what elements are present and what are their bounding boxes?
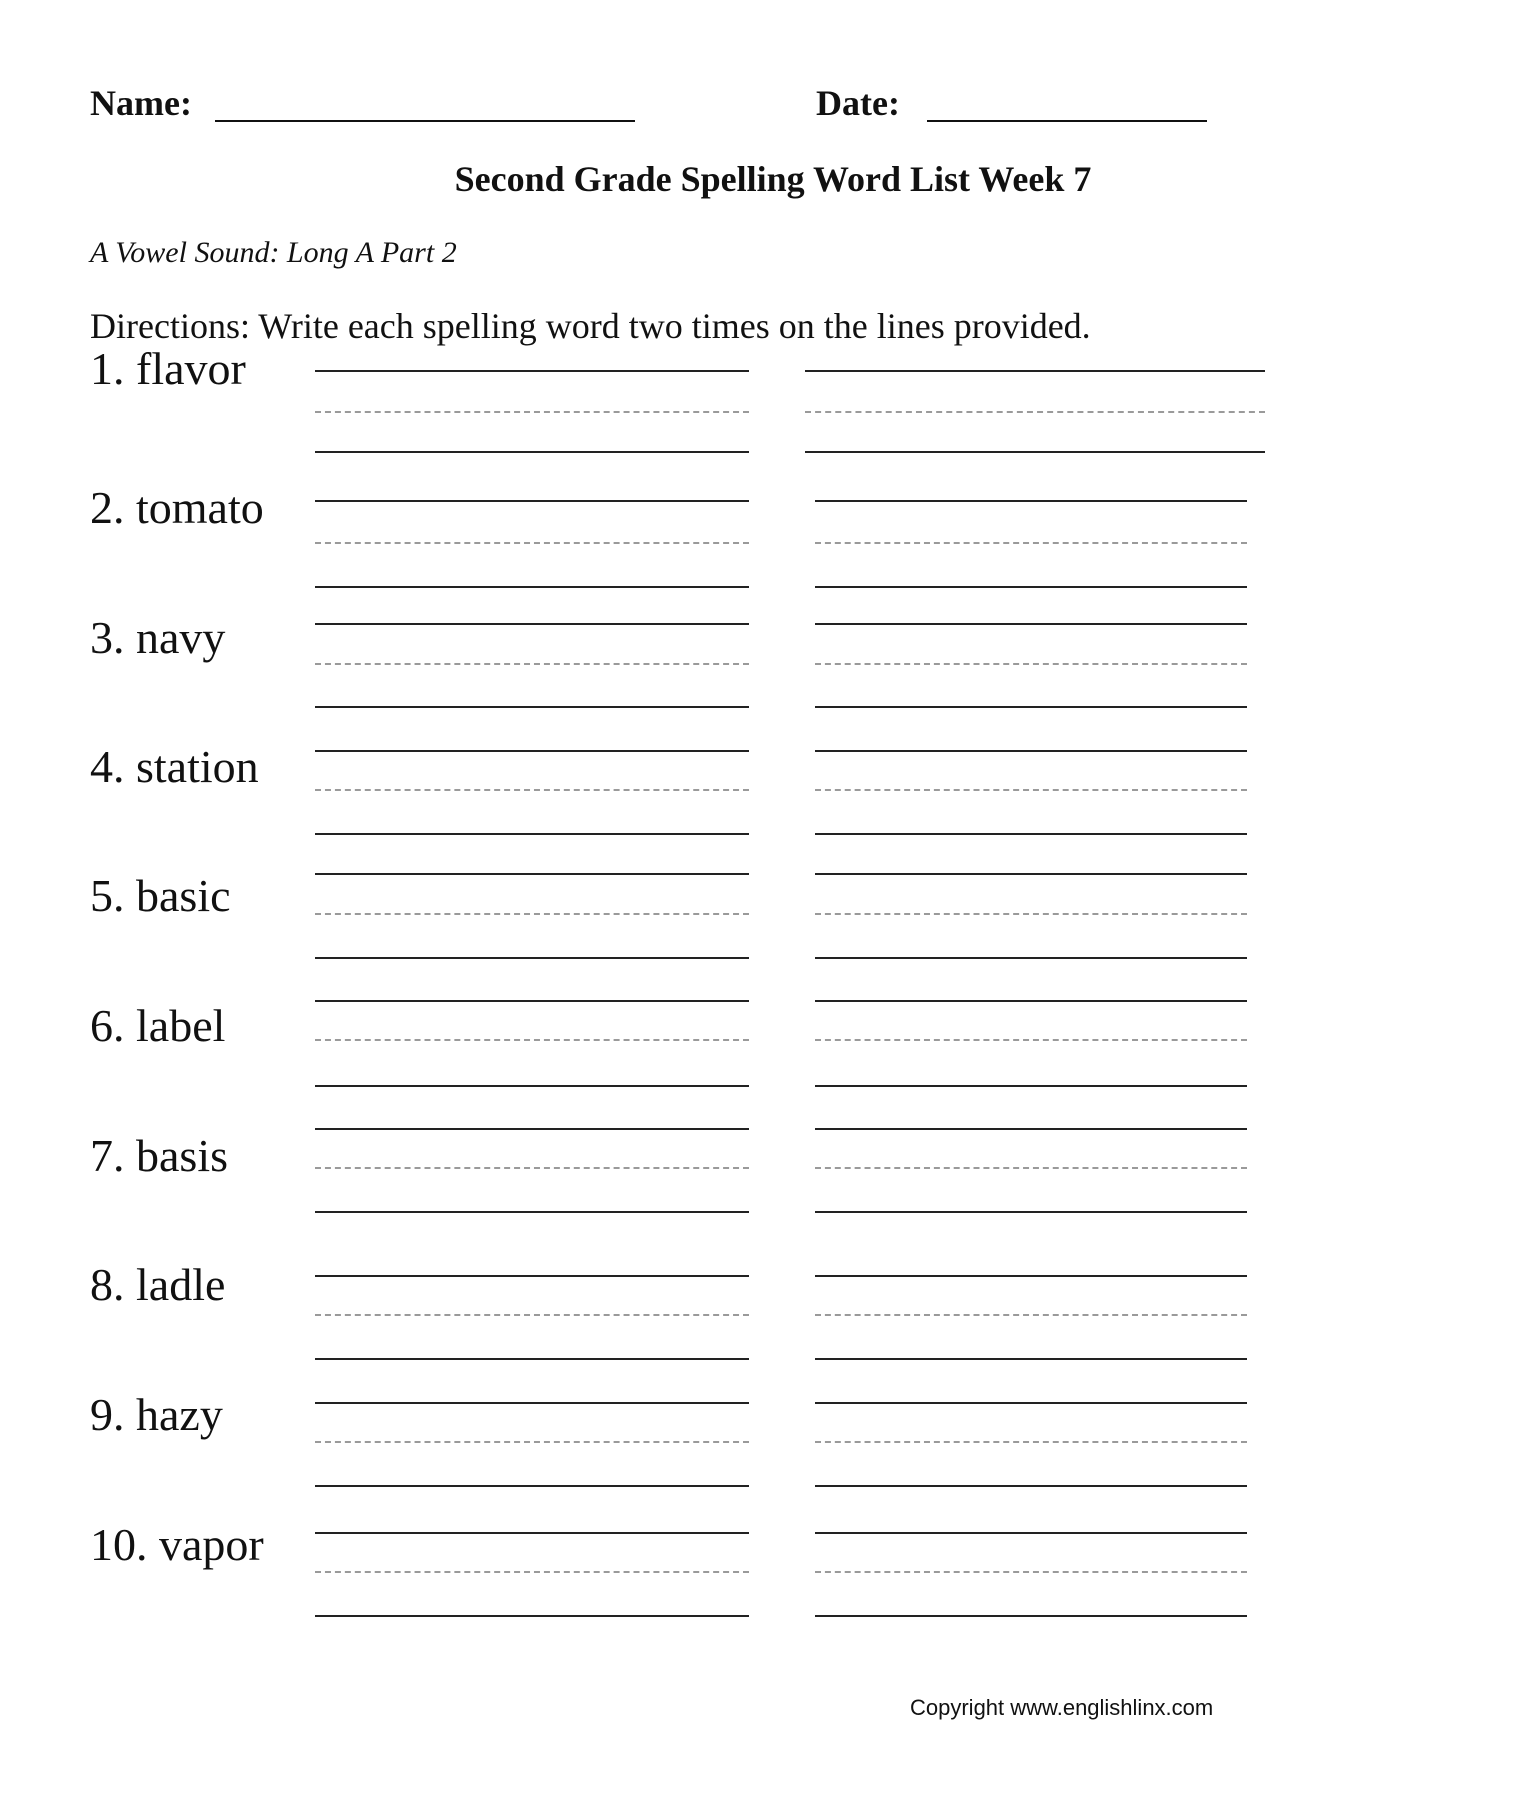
writing-line-midline[interactable] (315, 1039, 749, 1041)
writing-line-top[interactable] (815, 1128, 1247, 1130)
writing-line-midline[interactable] (315, 913, 749, 915)
writing-line-top[interactable] (805, 370, 1265, 372)
writing-line-baseline[interactable] (315, 1211, 749, 1213)
writing-line-baseline[interactable] (315, 586, 749, 588)
writing-line-baseline[interactable] (315, 1485, 749, 1487)
writing-line-top[interactable] (315, 1402, 749, 1404)
writing-line-top[interactable] (315, 1275, 749, 1277)
writing-line-baseline[interactable] (815, 957, 1247, 959)
writing-line-baseline[interactable] (315, 833, 749, 835)
writing-line-baseline[interactable] (315, 706, 749, 708)
spelling-word: 7. basis (90, 1130, 228, 1181)
writing-line-midline[interactable] (315, 1314, 749, 1316)
writing-line-top[interactable] (815, 1000, 1247, 1002)
spelling-word: 9. hazy (90, 1389, 223, 1440)
writing-line-baseline[interactable] (315, 1358, 749, 1360)
writing-line-top[interactable] (815, 750, 1247, 752)
spelling-word: 6. label (90, 1000, 226, 1051)
date-field[interactable] (927, 120, 1207, 122)
writing-line-top[interactable] (815, 500, 1247, 502)
worksheet-subtitle: A Vowel Sound: Long A Part 2 (90, 236, 457, 269)
writing-line-baseline[interactable] (805, 451, 1265, 453)
writing-line-midline[interactable] (815, 1314, 1247, 1316)
writing-line-midline[interactable] (315, 411, 749, 413)
name-label: Name: (90, 83, 192, 123)
date-label: Date: (816, 83, 900, 123)
writing-line-midline[interactable] (315, 1441, 749, 1443)
spelling-word: 1. flavor (90, 343, 246, 394)
writing-line-midline[interactable] (815, 913, 1247, 915)
copyright-footer: Copyright www.englishlinx.com (910, 1695, 1214, 1720)
writing-line-midline[interactable] (815, 789, 1247, 791)
writing-line-baseline[interactable] (815, 833, 1247, 835)
writing-line-baseline[interactable] (815, 1358, 1247, 1360)
writing-line-midline[interactable] (315, 789, 749, 791)
writing-line-top[interactable] (815, 1532, 1247, 1534)
spelling-word: 5. basic (90, 870, 231, 921)
writing-line-top[interactable] (315, 623, 749, 625)
writing-line-midline[interactable] (805, 411, 1265, 413)
writing-line-top[interactable] (815, 623, 1247, 625)
writing-line-top[interactable] (815, 1402, 1247, 1404)
writing-line-baseline[interactable] (315, 1085, 749, 1087)
writing-line-midline[interactable] (315, 542, 749, 544)
writing-line-top[interactable] (815, 873, 1247, 875)
writing-line-baseline[interactable] (815, 1211, 1247, 1213)
writing-line-midline[interactable] (815, 1039, 1247, 1041)
writing-line-baseline[interactable] (815, 1485, 1247, 1487)
writing-line-midline[interactable] (815, 1167, 1247, 1169)
spelling-word: 3. navy (90, 612, 226, 663)
writing-line-midline[interactable] (815, 663, 1247, 665)
writing-line-top[interactable] (315, 370, 749, 372)
writing-line-top[interactable] (315, 1128, 749, 1130)
spelling-word: 2. tomato (90, 482, 264, 533)
writing-line-top[interactable] (315, 750, 749, 752)
writing-line-baseline[interactable] (815, 586, 1247, 588)
writing-line-top[interactable] (815, 1275, 1247, 1277)
writing-line-midline[interactable] (315, 1571, 749, 1573)
writing-line-top[interactable] (315, 1532, 749, 1534)
writing-line-midline[interactable] (315, 1167, 749, 1169)
writing-line-top[interactable] (315, 873, 749, 875)
worksheet-title: Second Grade Spelling Word List Week 7 (454, 159, 1092, 199)
writing-line-midline[interactable] (815, 542, 1247, 544)
directions-text: Directions: Write each spelling word two times on the lines provided. (90, 306, 1091, 346)
writing-line-baseline[interactable] (815, 706, 1247, 708)
spelling-word: 8. ladle (90, 1259, 226, 1310)
writing-line-midline[interactable] (315, 663, 749, 665)
name-field[interactable] (215, 120, 635, 122)
spelling-word: 4. station (90, 741, 259, 792)
writing-line-baseline[interactable] (815, 1615, 1247, 1617)
writing-line-top[interactable] (315, 1000, 749, 1002)
writing-line-baseline[interactable] (815, 1085, 1247, 1087)
writing-line-baseline[interactable] (315, 957, 749, 959)
writing-line-midline[interactable] (815, 1571, 1247, 1573)
writing-line-baseline[interactable] (315, 451, 749, 453)
writing-line-top[interactable] (315, 500, 749, 502)
writing-line-baseline[interactable] (315, 1615, 749, 1617)
writing-line-midline[interactable] (815, 1441, 1247, 1443)
spelling-word: 10. vapor (90, 1519, 264, 1570)
